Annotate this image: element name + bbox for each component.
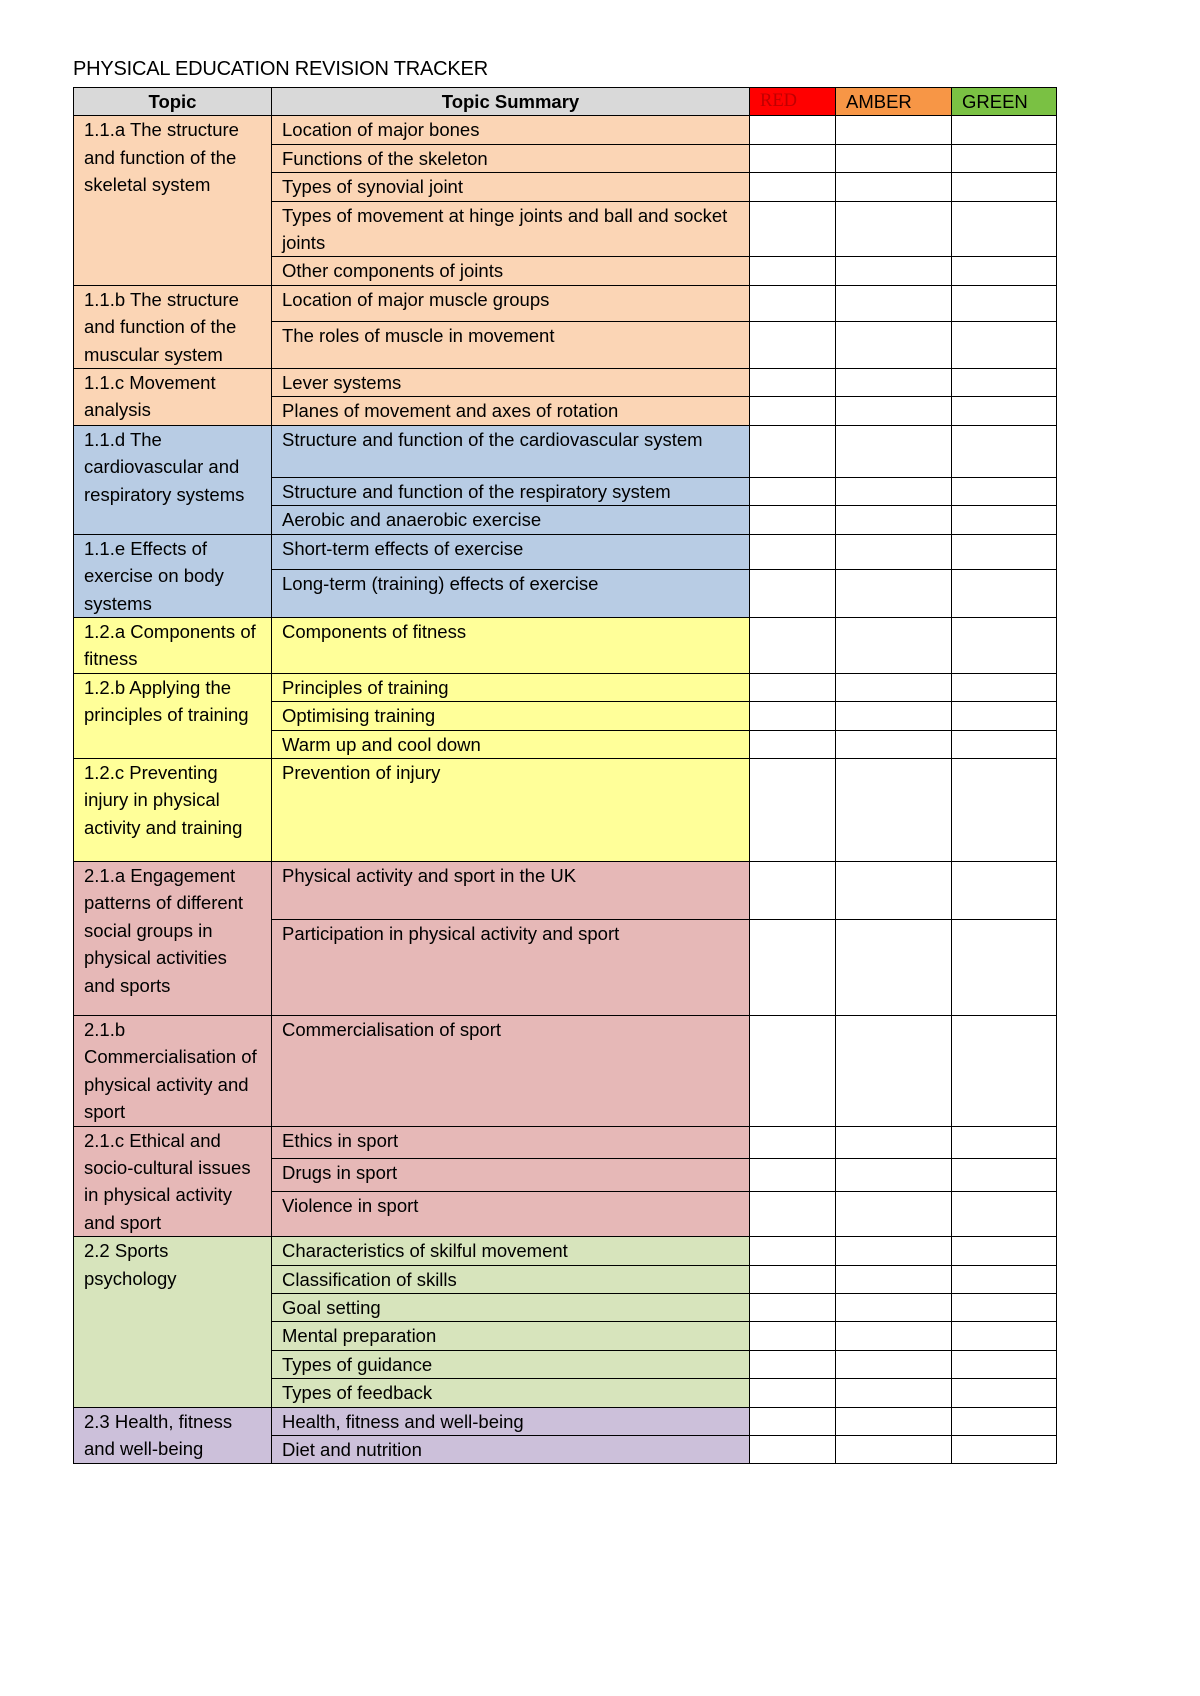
table-row [74,758,1057,861]
amber-rating-cell[interactable] [836,1436,952,1464]
amber-rating-cell[interactable] [836,1350,952,1378]
header-red: RED [750,88,836,116]
header-topic: Topic [74,88,272,116]
topic-summary-cell: Lever systems [272,369,750,397]
green-rating-cell[interactable] [952,1350,1057,1378]
header-amber: AMBER [836,88,952,116]
red-rating-cell[interactable] [750,369,836,397]
green-rating-cell[interactable] [952,1379,1057,1407]
topic-summary-cell: Types of movement at hinge joints and ball and socket joints [272,201,750,257]
topic-summary-cell: Types of synovial joint [272,173,750,201]
amber-rating-cell[interactable] [836,173,952,201]
topic-summary-cell: Components of fitness [272,617,750,673]
topic-cell: 2.2 Sports psychology [74,1237,272,1407]
red-rating-cell[interactable] [750,116,836,144]
green-rating-cell[interactable] [952,1436,1057,1464]
red-rating-cell[interactable] [750,1350,836,1378]
red-rating-cell[interactable] [750,673,836,701]
topic-summary-cell: Planes of movement and axes of rotation [272,397,750,425]
topic-cell: 2.1.c Ethical and socio-cultural issues in physical activity and sport [74,1126,272,1237]
red-rating-cell[interactable] [750,173,836,201]
topic-cell: 1.2.c Preventing injury in physical activity and training [74,758,272,861]
topic-cell: 1.1.d The cardiovascular and respiratory systems [74,425,272,534]
amber-rating-cell[interactable] [836,1015,952,1126]
topic-summary-cell: Classification of skills [272,1265,750,1293]
topic-summary-cell: Goal setting [272,1294,750,1322]
topic-cell: 2.3 Health, fitness and well-being [74,1407,272,1464]
topic-summary-cell: Location of major bones [272,116,750,144]
amber-rating-cell[interactable] [836,730,952,758]
topic-summary-cell: Ethics in sport [272,1126,750,1159]
green-rating-cell[interactable] [952,702,1057,730]
topic-summary-cell: Optimising training [272,702,750,730]
green-rating-cell[interactable] [952,1265,1057,1293]
green-rating-cell[interactable] [952,201,1057,257]
topic-summary-cell: Principles of training [272,673,750,701]
green-rating-cell[interactable] [952,397,1057,425]
green-rating-cell[interactable] [952,861,1057,919]
amber-rating-cell[interactable] [836,425,952,477]
topic-summary-cell: Commercialisation of sport [272,1015,750,1126]
table-row [74,1237,1057,1265]
header-topic-summary: Topic Summary [272,88,750,116]
red-rating-cell[interactable] [750,617,836,673]
table-row [74,673,1057,701]
red-rating-cell[interactable] [750,1294,836,1322]
topic-summary-cell: Structure and function of the respiratory system [272,477,750,505]
green-rating-cell[interactable] [952,570,1057,618]
table-row [74,425,1057,477]
topic-cell: 1.1.e Effects of exercise on body systems [74,534,272,617]
green-rating-cell[interactable] [952,1126,1057,1159]
amber-rating-cell[interactable] [836,534,952,570]
amber-rating-cell[interactable] [836,144,952,172]
topic-summary-cell: The roles of muscle in movement [272,321,750,369]
amber-rating-cell[interactable] [836,116,952,144]
amber-rating-cell[interactable] [836,758,952,861]
table-row [74,285,1057,321]
topic-cell: 2.1.b Commercialisation of physical activity and sport [74,1015,272,1126]
table-row [74,534,1057,570]
green-rating-cell[interactable] [952,1407,1057,1435]
green-rating-cell[interactable] [952,506,1057,534]
amber-rating-cell[interactable] [836,919,952,1015]
amber-rating-cell[interactable] [836,1322,952,1350]
red-rating-cell[interactable] [750,201,836,257]
table-row [74,116,1057,144]
amber-rating-cell[interactable] [836,321,952,369]
red-rating-cell[interactable] [750,570,836,618]
red-rating-cell[interactable] [750,758,836,861]
red-rating-cell[interactable] [750,506,836,534]
green-rating-cell[interactable] [952,673,1057,701]
green-rating-cell[interactable] [952,1294,1057,1322]
topic-cell: 2.1.a Engagement patterns of different social groups in physical activities and sports [74,861,272,1015]
table-row [74,617,1057,673]
amber-rating-cell[interactable] [836,257,952,285]
green-rating-cell[interactable] [952,116,1057,144]
green-rating-cell[interactable] [952,617,1057,673]
topic-summary-cell: Participation in physical activity and sport [272,919,750,1015]
red-rating-cell[interactable] [750,1159,836,1192]
red-rating-cell[interactable] [750,477,836,505]
topic-summary-cell: Aerobic and anaerobic exercise [272,506,750,534]
red-rating-cell[interactable] [750,321,836,369]
topic-summary-cell: Location of major muscle groups [272,285,750,321]
amber-rating-cell[interactable] [836,1265,952,1293]
green-rating-cell[interactable] [952,1237,1057,1265]
red-rating-cell[interactable] [750,1192,836,1237]
page-title: PHYSICAL EDUCATION REVISION TRACKER [73,58,488,80]
green-rating-cell[interactable] [952,285,1057,321]
tracker-body [74,116,1057,1464]
amber-rating-cell[interactable] [836,1192,952,1237]
topic-summary-cell: Violence in sport [272,1192,750,1237]
green-rating-cell[interactable] [952,1015,1057,1126]
amber-rating-cell[interactable] [836,1237,952,1265]
green-rating-cell[interactable] [952,730,1057,758]
table-row [74,369,1057,397]
red-rating-cell[interactable] [750,534,836,570]
topic-summary-cell: Warm up and cool down [272,730,750,758]
red-rating-cell[interactable] [750,1379,836,1407]
green-rating-cell[interactable] [952,477,1057,505]
table-row [74,861,1057,919]
topic-cell: 1.1.c Movement analysis [74,369,272,426]
topic-summary-cell: Prevention of injury [272,758,750,861]
red-rating-cell[interactable] [750,1265,836,1293]
table-row [74,1126,1057,1159]
topic-summary-cell: Characteristics of skilful movement [272,1237,750,1265]
red-rating-cell[interactable] [750,919,836,1015]
green-rating-cell[interactable] [952,534,1057,570]
amber-rating-cell[interactable] [836,617,952,673]
red-rating-cell[interactable] [750,1237,836,1265]
red-rating-cell[interactable] [750,1126,836,1159]
green-rating-cell[interactable] [952,173,1057,201]
topic-summary-cell: Short-term effects of exercise [272,534,750,570]
header-row [74,88,1057,116]
amber-rating-cell[interactable] [836,673,952,701]
amber-rating-cell[interactable] [836,1294,952,1322]
green-rating-cell[interactable] [952,425,1057,477]
amber-rating-cell[interactable] [836,1407,952,1435]
amber-rating-cell[interactable] [836,702,952,730]
amber-rating-cell[interactable] [836,506,952,534]
red-rating-cell[interactable] [750,285,836,321]
topic-summary-cell: Diet and nutrition [272,1436,750,1464]
red-rating-cell[interactable] [750,1322,836,1350]
red-rating-cell[interactable] [750,1015,836,1126]
topic-cell: 1.1.a The structure and function of the skeletal system [74,116,272,285]
green-rating-cell[interactable] [952,1159,1057,1192]
amber-rating-cell[interactable] [836,570,952,618]
red-rating-cell[interactable] [750,1407,836,1435]
amber-rating-cell[interactable] [836,369,952,397]
red-rating-cell[interactable] [750,702,836,730]
revision-tracker-table [73,87,1057,1464]
green-rating-cell[interactable] [952,144,1057,172]
red-rating-cell[interactable] [750,1436,836,1464]
topic-summary-cell: Other components of joints [272,257,750,285]
green-rating-cell[interactable] [952,919,1057,1015]
topic-summary-cell: Types of guidance [272,1350,750,1378]
table-row [74,1407,1057,1435]
red-rating-cell[interactable] [750,425,836,477]
red-rating-cell[interactable] [750,861,836,919]
amber-rating-cell[interactable] [836,1379,952,1407]
red-rating-cell[interactable] [750,257,836,285]
topic-summary-cell: Drugs in sport [272,1159,750,1192]
green-rating-cell[interactable] [952,321,1057,369]
red-rating-cell[interactable] [750,730,836,758]
amber-rating-cell[interactable] [836,477,952,505]
header-green: GREEN [952,88,1057,116]
red-rating-cell[interactable] [750,144,836,172]
green-rating-cell[interactable] [952,1322,1057,1350]
topic-summary-cell: Functions of the skeleton [272,144,750,172]
topic-summary-cell: Mental preparation [272,1322,750,1350]
topic-cell: 1.1.b The structure and function of the muscular system [74,285,272,368]
amber-rating-cell[interactable] [836,1159,952,1192]
amber-rating-cell[interactable] [836,285,952,321]
green-rating-cell[interactable] [952,758,1057,861]
topic-cell: 1.2.b Applying the principles of training [74,673,272,758]
topic-summary-cell: Structure and function of the cardiovascular system [272,425,750,477]
topic-summary-cell: Health, fitness and well-being [272,1407,750,1435]
green-rating-cell[interactable] [952,257,1057,285]
amber-rating-cell[interactable] [836,201,952,257]
green-rating-cell[interactable] [952,369,1057,397]
amber-rating-cell[interactable] [836,397,952,425]
topic-cell: 1.2.a Components of fitness [74,617,272,673]
topic-summary-cell: Physical activity and sport in the UK [272,861,750,919]
amber-rating-cell[interactable] [836,861,952,919]
topic-summary-cell: Types of feedback [272,1379,750,1407]
topic-summary-cell: Long-term (training) effects of exercise [272,570,750,618]
green-rating-cell[interactable] [952,1192,1057,1237]
amber-rating-cell[interactable] [836,1126,952,1159]
red-rating-cell[interactable] [750,397,836,425]
table-row [74,1015,1057,1126]
